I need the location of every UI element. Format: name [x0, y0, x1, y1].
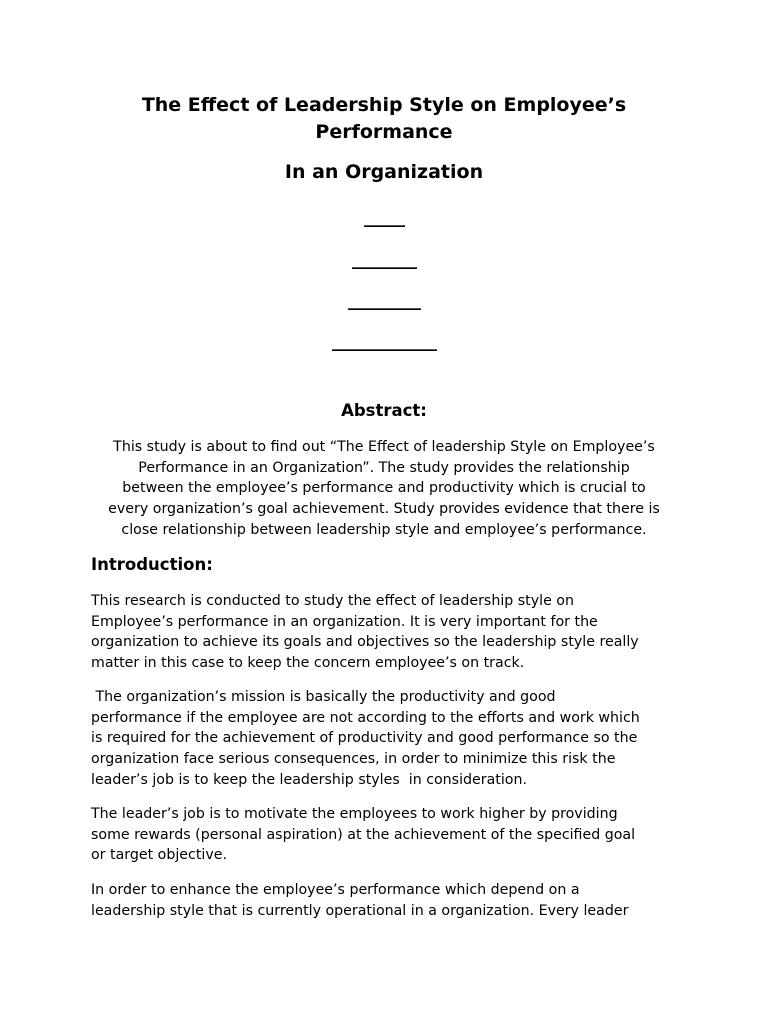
paragraph-line: Employee’s performance in an organization. It is very important for the: [91, 613, 598, 630]
paragraph-line: some rewards (personal aspiration) at the achievement of the specified goal: [91, 826, 636, 843]
blank-line: _____________: [332, 331, 436, 352]
abstract-line: This study is about to find out “The Effect of leadership Style on Employee’s: [113, 439, 655, 455]
abstract-heading: Abstract:: [341, 401, 427, 420]
document-subtitle: In an Organization: [284, 161, 484, 183]
paragraph-line: In order to enhance the employee’s performance which depend on a: [91, 882, 580, 898]
title-line: The Effect of Leadership Style on Employee’s: [141, 94, 627, 116]
paragraph-line: organization face serious consequences, in order to minimize this risk the: [91, 751, 616, 768]
paragraph-line: organization to achieve its goals and objectives so the leadership style really: [91, 634, 639, 651]
blank-line: _____: [364, 207, 404, 228]
introduction-paragraph: [91, 804, 691, 866]
paragraph-line: This research is conducted to study the effect of leadership style on: [91, 593, 574, 609]
document-title: [90, 92, 678, 146]
abstract-line: every organization’s goal achievement. Study provides evidence that there is: [108, 501, 660, 518]
paragraph-line: matter in this case to keep the concern employee’s on track.: [91, 655, 525, 672]
paragraph-line: performance if the employee are not according to the efforts and work which: [91, 709, 640, 726]
blank-line: _________: [348, 290, 420, 311]
abstract-line: Performance in an Organization”. The study provides the relationship: [138, 459, 630, 476]
paragraph-line: or target objective.: [91, 847, 227, 864]
introduction-paragraph: [91, 591, 691, 674]
blank-line: ________: [352, 249, 416, 270]
abstract-line: between the employee’s performance and productivity which is crucial to: [122, 480, 646, 497]
paragraph-line: The leader’s job is to motivate the employees to work higher by providing: [91, 806, 618, 822]
paragraph-line: is required for the achievement of productivity and good performance so the: [91, 730, 638, 747]
abstract-line: close relationship between leadership style and employee’s performance.: [121, 521, 647, 538]
paragraph-line: leader’s job is to keep the leadership styles in consideration.: [91, 771, 527, 788]
introduction-heading: Introduction:: [91, 555, 213, 574]
introduction-paragraph: [91, 880, 691, 921]
introduction-paragraph: [91, 687, 691, 791]
abstract-paragraph: [86, 437, 682, 541]
title-line: Performance: [315, 121, 453, 143]
paragraph-line: leadership style that is currently operational in a organization. Every leader: [91, 902, 629, 919]
paragraph-line: The organization’s mission is basically the productivity and good: [91, 689, 556, 705]
